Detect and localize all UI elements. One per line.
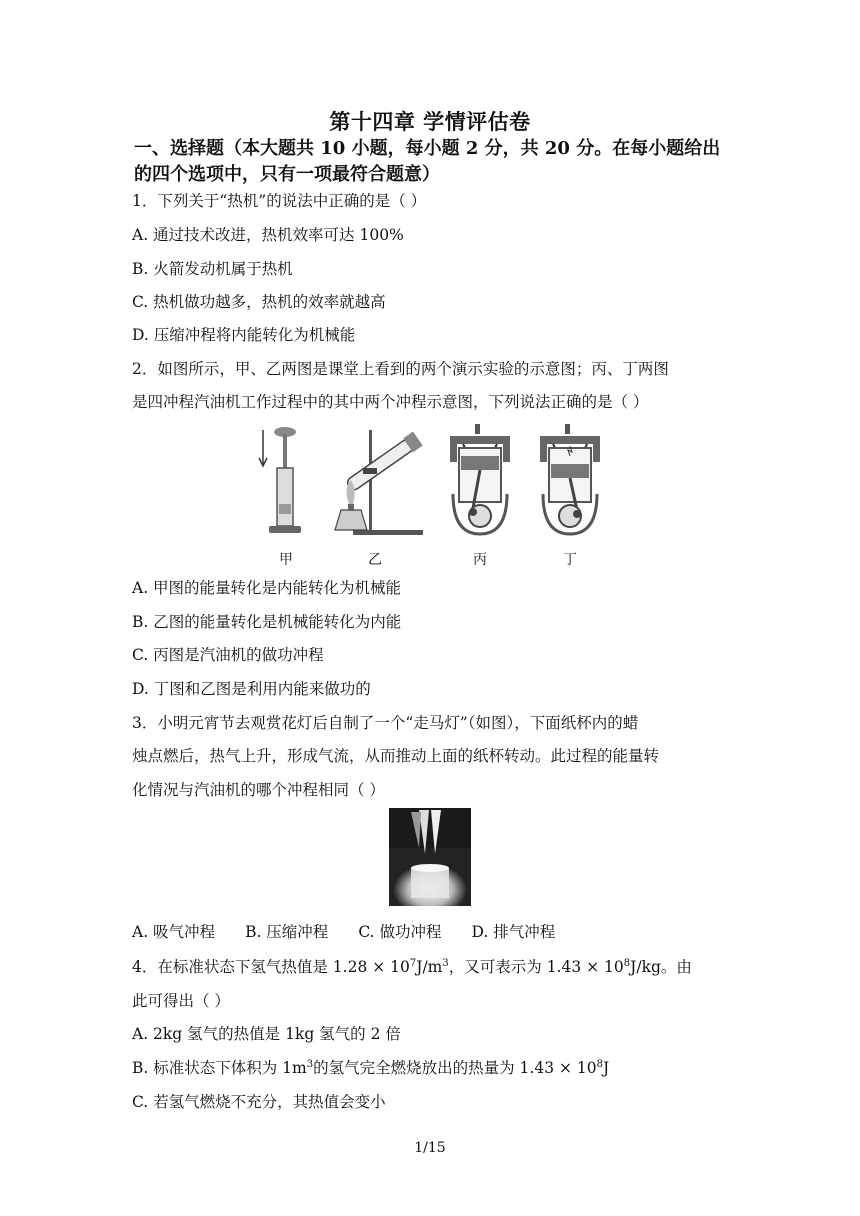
question-4-option-b	[132, 1056, 609, 1078]
question-1-stem: 1．下列关于“热机”的说法中正确的是（ ）	[132, 192, 427, 210]
question-4-stem-line2: 此可得出（ ）	[132, 992, 230, 1010]
question-3-option-d: D. 排气冲程	[471, 923, 556, 941]
page-number: 1/15	[414, 1140, 446, 1156]
q4-sup-b: 3	[442, 957, 449, 969]
figure-label-yi: 乙	[368, 552, 382, 568]
q4-text-a: 4．在标准状态下氢气热值是 1.28 × 10	[132, 958, 410, 976]
question-3-stem-line2: 烛点燃后，热气上升，形成气流，从而推动上面的纸杯转动。此过程的能量转	[132, 747, 660, 765]
tube-heating-figure	[323, 422, 433, 542]
question-3-stem-line3: 化情况与汽油机的哪个冲程相同（ ）	[132, 781, 385, 799]
question-1-option-c: C. 热机做功越多，热机的效率就越高	[132, 293, 386, 311]
engine-figure-bing	[445, 422, 515, 542]
question-1-option-a: A. 通过技术改进，热机效率可达 100%	[132, 226, 404, 244]
q4-b-sup-1: 3	[306, 1058, 314, 1070]
q4-b-text-c: J	[603, 1059, 610, 1077]
question-4-stem-line1	[132, 955, 692, 977]
fire-syringe-figure	[255, 422, 305, 542]
question-2-option-a: A. 甲图的能量转化是内能转化为机械能	[132, 579, 402, 597]
q4-sup-a: 7	[409, 957, 417, 969]
engine-figure-ding	[535, 422, 605, 542]
question-1-option-b: B. 火箭发动机属于热机	[132, 260, 293, 278]
lantern-photo	[389, 808, 471, 906]
question-3-options	[132, 920, 555, 942]
q4-text-c: ，又可表示为 1.43 × 10	[448, 958, 624, 976]
question-2-option-d: D. 丁图和乙图是利用内能来做功的	[132, 680, 371, 698]
q4-b-text-b: 的氢气完全燃烧放出的热量为 1.43 × 10	[313, 1059, 597, 1077]
question-2-figure	[255, 422, 595, 570]
question-2-stem-line2: 是四冲程汽油机工作过程中的其中两个冲程示意图，下列说法正确的是（ ）	[132, 393, 649, 411]
question-2-option-c: C. 丙图是汽油机的做功冲程	[132, 646, 324, 664]
question-2-stem-line1: 2．如图所示，甲、乙两图是课堂上看到的两个演示实验的示意图；丙、丁两图	[132, 360, 669, 378]
q4-b-text-a: B. 标准状态下体积为 1m	[132, 1059, 307, 1077]
q4-b-sup-2: 8	[596, 1058, 603, 1070]
question-3-option-a: A. 吸气冲程	[132, 923, 216, 941]
figure-label-ding: 丁	[563, 552, 577, 568]
q4-sup-c: 8	[623, 957, 631, 969]
question-1-option-d: D. 压缩冲程将内能转化为机械能	[132, 326, 356, 344]
question-2-option-b: B. 乙图的能量转化是机械能转化为内能	[132, 613, 402, 631]
question-3-option-b: B. 压缩冲程	[245, 923, 329, 941]
q4-text-d: J/kg。由	[630, 958, 692, 976]
figure-label-bing: 丙	[473, 552, 487, 568]
page-title: 第十四章 学情评估卷	[329, 109, 531, 134]
q4-text-b: J/m	[416, 958, 443, 976]
section-heading: 一、选择题（本大题共 10 小题，每小题 2 分，共 20 分。在每小题给出的四个选项中，只有一项最符合题意）	[134, 138, 721, 185]
question-3-option-c: C. 做功冲程	[358, 923, 442, 941]
figure-label-jia: 甲	[279, 552, 293, 568]
question-4-option-a: A. 2kg 氢气的热值是 1kg 氢气的 2 倍	[132, 1025, 401, 1043]
question-4-option-c: C. 若氢气燃烧不充分，其热值会变小	[132, 1093, 386, 1111]
question-3-stem-line1: 3．小明元宵节去观赏花灯后自制了一个“走马灯”（如图），下面纸杯内的蜡	[132, 714, 639, 732]
